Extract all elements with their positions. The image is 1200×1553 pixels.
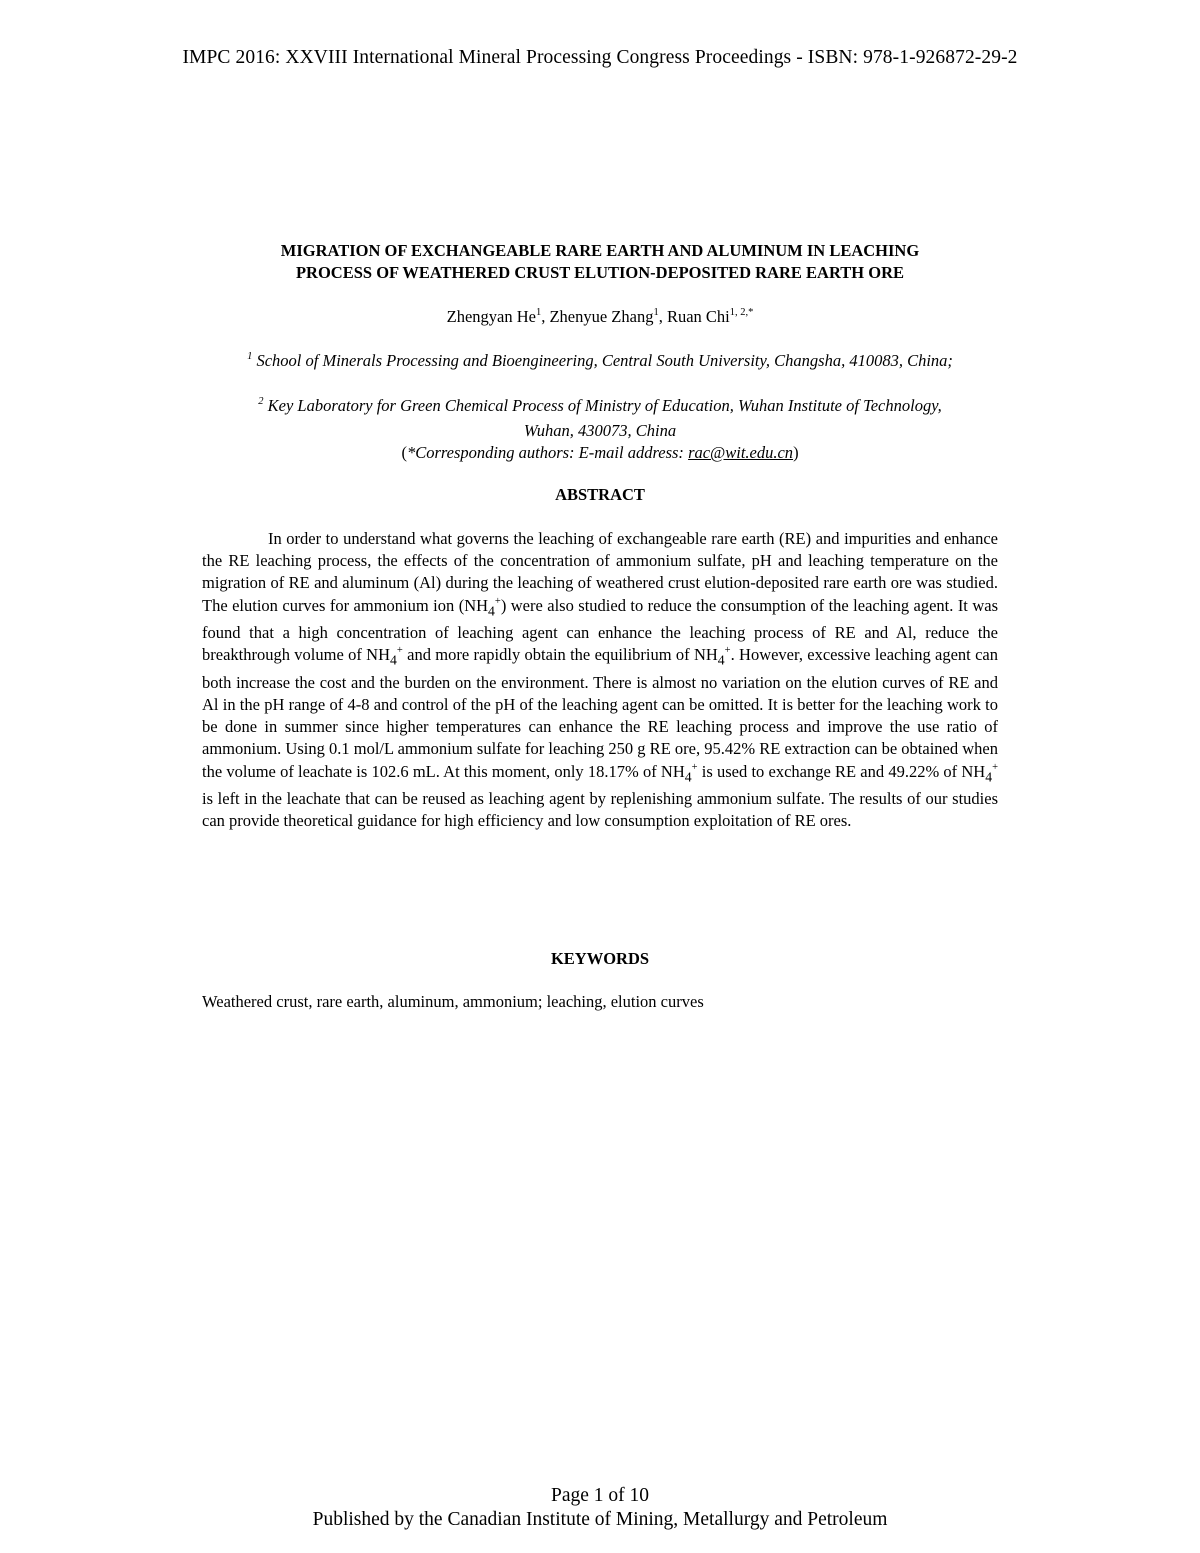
keywords-list: Weathered crust, rare earth, aluminum, ammonium; leaching, elution curves [202,992,704,1011]
abstract-text: ) were also studied to reduce the consumption of the leaching agent. It was found that a high concentration of leaching agent can enhance the leaching process of RE and Al, reduce the breakthrough volume of NH [202,595,998,665]
author-name: Ruan Chi [666,307,730,326]
affiliation-mark: 2 [258,396,264,407]
subscript: 4 [985,768,993,784]
abstract-heading: ABSTRACT [555,485,645,504]
paren-close: ) [793,443,799,462]
author-name: Zhenyue Zhang [549,307,654,326]
subscript: 4 [488,602,495,618]
corresponding-author [150,442,1050,464]
superscript: + [396,645,403,657]
affiliation-2 [150,395,1050,464]
email-link[interactable]: rac@wit.edu.cn [688,443,794,462]
abstract-text: . However, excessive leaching agent can both increase the cost and the burden on the environment. There is almost no variation on the elution curves of RE and Al in the pH range of 4-8 and control of the pH of the leaching agent can be omitted. It is better for the leaching work to be done in summer since higher temperatures can enhance the RE leaching process and improve the use ratio of ammonium. Using 0.1 mol/L ammonium sulfate for leaching 250 g RE ore, 95.42% RE extraction can be obtained when the volume of leachate is 102.6 mL. At this moment, only 18.17% of NH [202,645,998,781]
author-separator: , [541,307,550,326]
subscript: 4 [684,768,692,784]
affiliation-city: Wuhan, 430073, China [523,421,677,440]
abstract-body [202,528,998,833]
page-number: Page 1 of 10 [550,1485,650,1506]
affiliation-1 [150,350,1050,375]
superscript: + [724,645,731,657]
affiliation-mark: 1 [247,351,253,362]
paper-title [200,240,1000,284]
publisher-line: Published by the Canadian Institute of Mining, Metallurgy and Petroleum [312,1509,888,1530]
abstract-text: and more rapidly obtain the equilibrium of NH [402,645,718,665]
keywords-heading: KEYWORDS [550,949,650,968]
abstract-text: is used to exchange RE and 49.22% of NH [697,761,986,781]
title-line-1: MIGRATION OF EXCHANGEABLE RARE EARTH AND ALUMINUM IN LEACHING [280,241,920,260]
author-list [0,307,1200,327]
affiliation-text: Key Laboratory for Green Chemical Process of Ministry of Education, Wuhan Institute of Technology, [263,396,942,415]
author-affiliation-mark: 1 [535,307,542,318]
running-header: IMPC 2016: XXVIII International Mineral Processing Congress Proceedings - ISBN: 978-1-926872-29-2 [182,47,1018,68]
abstract-text: In order to understand what governs the leaching of exchangeable rare earth (RE) and impurities and enhance the RE leaching process, the effects of the concentration of ammonium sulfate, pH and leaching temperature on the migration of RE and aluminum (Al) during the leaching of weathered crust elution-deposited rare earth ore was studied. The elution curves for ammonium ion (NH [202,529,998,615]
author-separator: , [658,307,667,326]
corresponding-label: *Corresponding authors: E-mail address: [406,443,689,462]
title-line-2: PROCESS OF WEATHERED CRUST ELUTION-DEPOSITED RARE EARTH ORE [295,263,905,282]
subscript: 4 [717,652,725,668]
superscript: + [494,595,501,607]
abstract-text: is left in the leachate that can be reused as leaching agent by replenishing ammonium sulfate. The results of our studies can provide theoretical guidance for high efficiency and low consumption exploitation of RE ores. [202,789,998,831]
author-affiliation-mark: 1, 2,* [729,307,754,318]
author-name: Zhengyan He [446,307,536,326]
paren-open: ( [401,443,407,462]
superscript: + [992,761,998,773]
affiliation-text: School of Minerals Processing and Bioengineering, Central South University, Changsha, 410083, China; [252,351,953,370]
subscript: 4 [390,652,397,668]
author-affiliation-mark: 1 [653,307,659,318]
superscript: + [691,761,698,773]
